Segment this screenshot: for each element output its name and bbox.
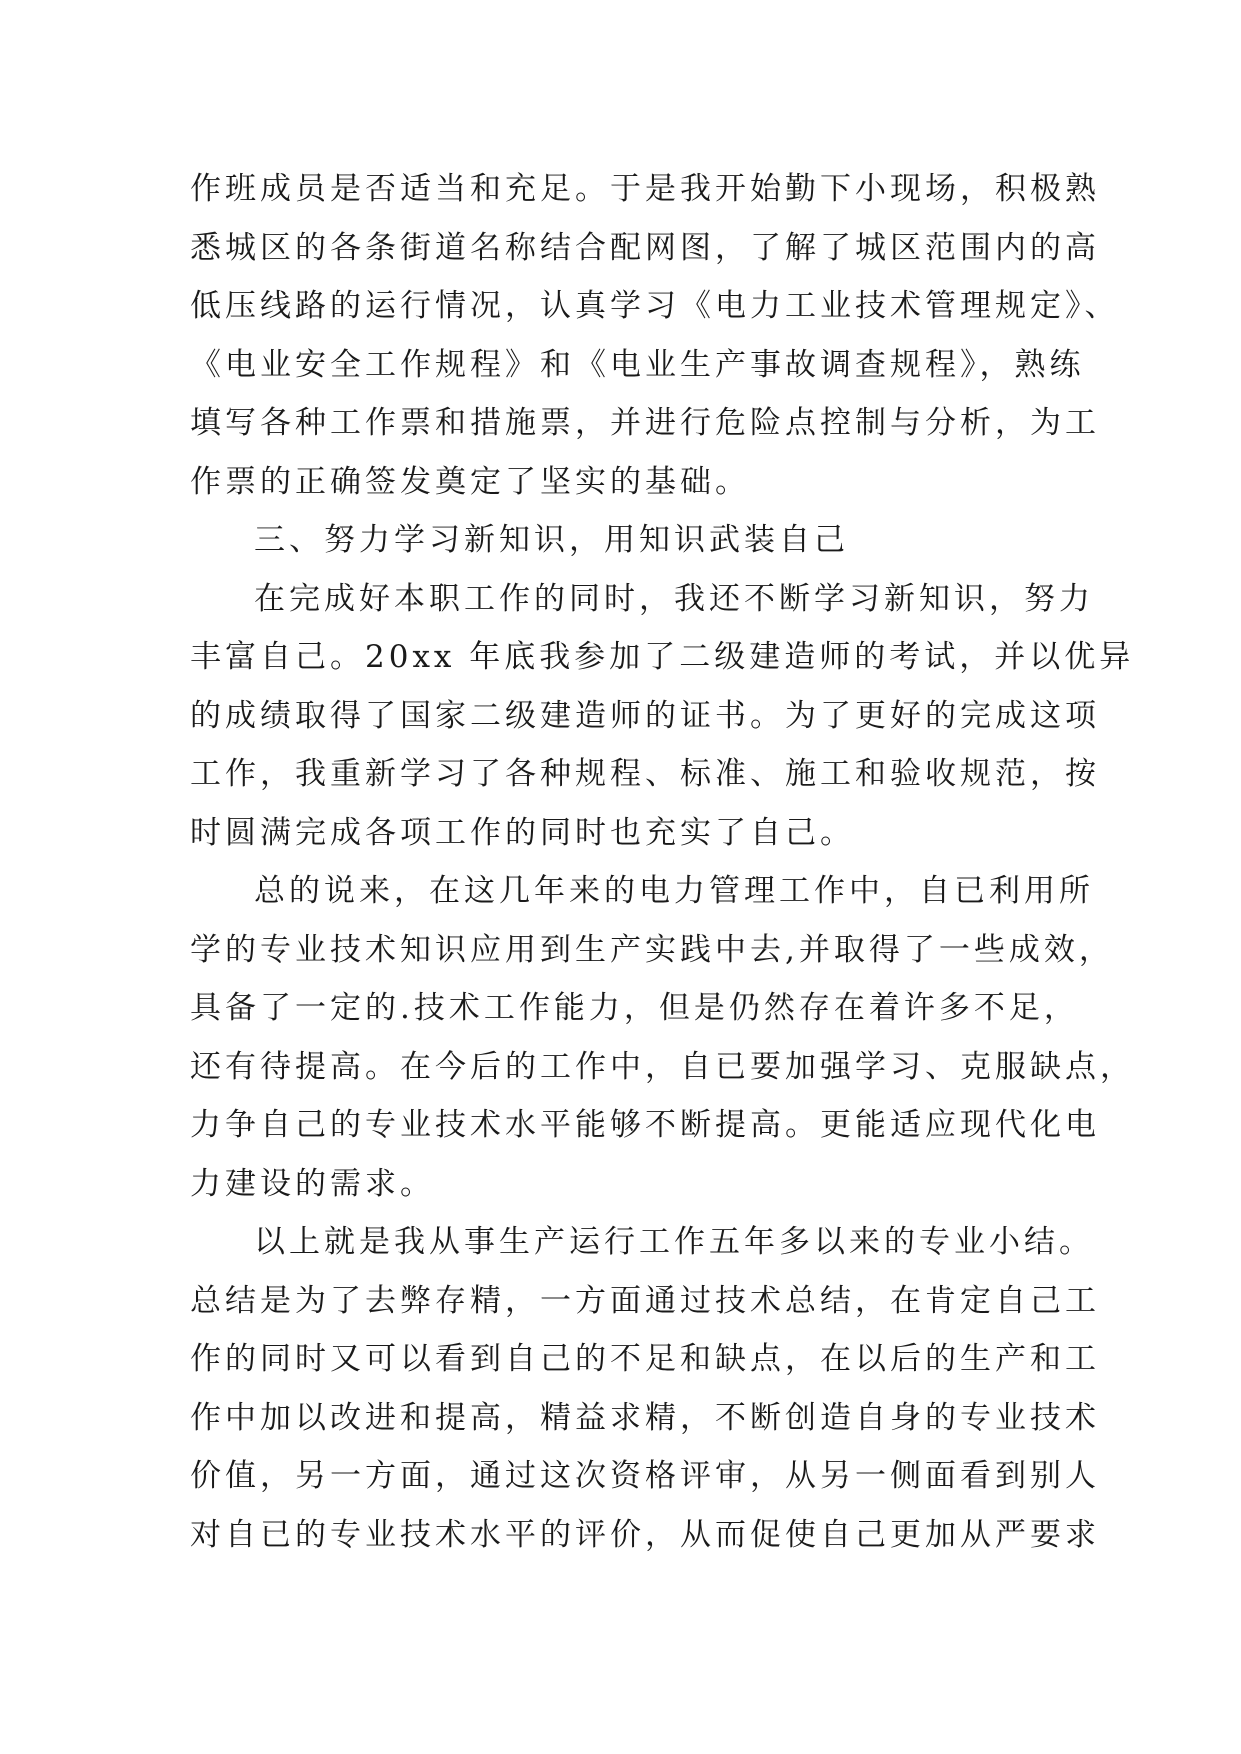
text-line: 学的专业技术知识应用到生产实践中去,并取得了一些成效， [190, 931, 1114, 968]
text-line: 总结是为了去弊存精，一方面通过技术总结，在肯定自己工 [190, 1282, 1100, 1319]
text-line: 工作，我重新学习了各种规程、标准、施工和验收规范，按 [190, 756, 1100, 792]
text-line: 价值，另一方面，通过这次资格评审，从另一侧面看到别人 [190, 1458, 1100, 1494]
paragraph-start: 在完成好本职工作的同时，我还不断学习新知识，努力 [254, 580, 1094, 617]
text-line: 具备了一定的.技术工作能力，但是仍然存在着许多不足， [190, 990, 1079, 1026]
paragraph-start: 总的说来，在这几年来的电力管理工作中，自已利用所 [254, 873, 1094, 909]
text-line: 《电业安全工作规程》和《电业生产事故调查规程》，熟练 [190, 346, 1085, 383]
text-line: 作票的正确签发奠定了坚实的基础。 [190, 463, 750, 500]
text-line: 还有待提高。在今后的工作中，自已要加强学习、克服缺点， [190, 1048, 1135, 1085]
paragraph-start: 以上就是我从事生产运行工作五年多以来的专业小结。 [254, 1224, 1094, 1260]
text-line: 悉城区的各条街道名称结合配网图，了解了城区范围内的高 [190, 229, 1100, 266]
text-line: 填写各种工作票和措施票，并进行危险点控制与分析，为工 [190, 405, 1100, 441]
text-line: 低压线路的运行情况，认真学习《电力工业技术管理规定》、 [190, 288, 1120, 324]
text-line: 时圆满完成各项工作的同时也充实了自己。 [190, 814, 855, 851]
body-text [190, 160, 1135, 1564]
text-line: 作的同时又可以看到自己的不足和缺点，在以后的生产和工 [190, 1341, 1100, 1377]
text-line: 作中加以改进和提高，精益求精，不断创造自身的专业技术 [190, 1399, 1100, 1436]
text-line: 作班成员是否适当和充足。于是我开始勤下小现场，积极熟 [190, 171, 1100, 207]
text-line: 对自已的专业技术水平的评价，从而促使自己更加从严要求 [190, 1516, 1100, 1553]
text-line: 力争自己的专业技术水平能够不断提高。更能适应现代化电 [190, 1107, 1100, 1143]
text-line: 的成绩取得了国家二级建造师的证书。为了更好的完成这项 [190, 697, 1100, 734]
text-line: 丰富自己。20xx 年底我参加了二级建造师的考试，并以优异 [190, 639, 1135, 675]
text-line: 力建设的需求。 [190, 1165, 435, 1202]
section-heading: 三、努力学习新知识，用知识武装自己 [254, 522, 849, 558]
